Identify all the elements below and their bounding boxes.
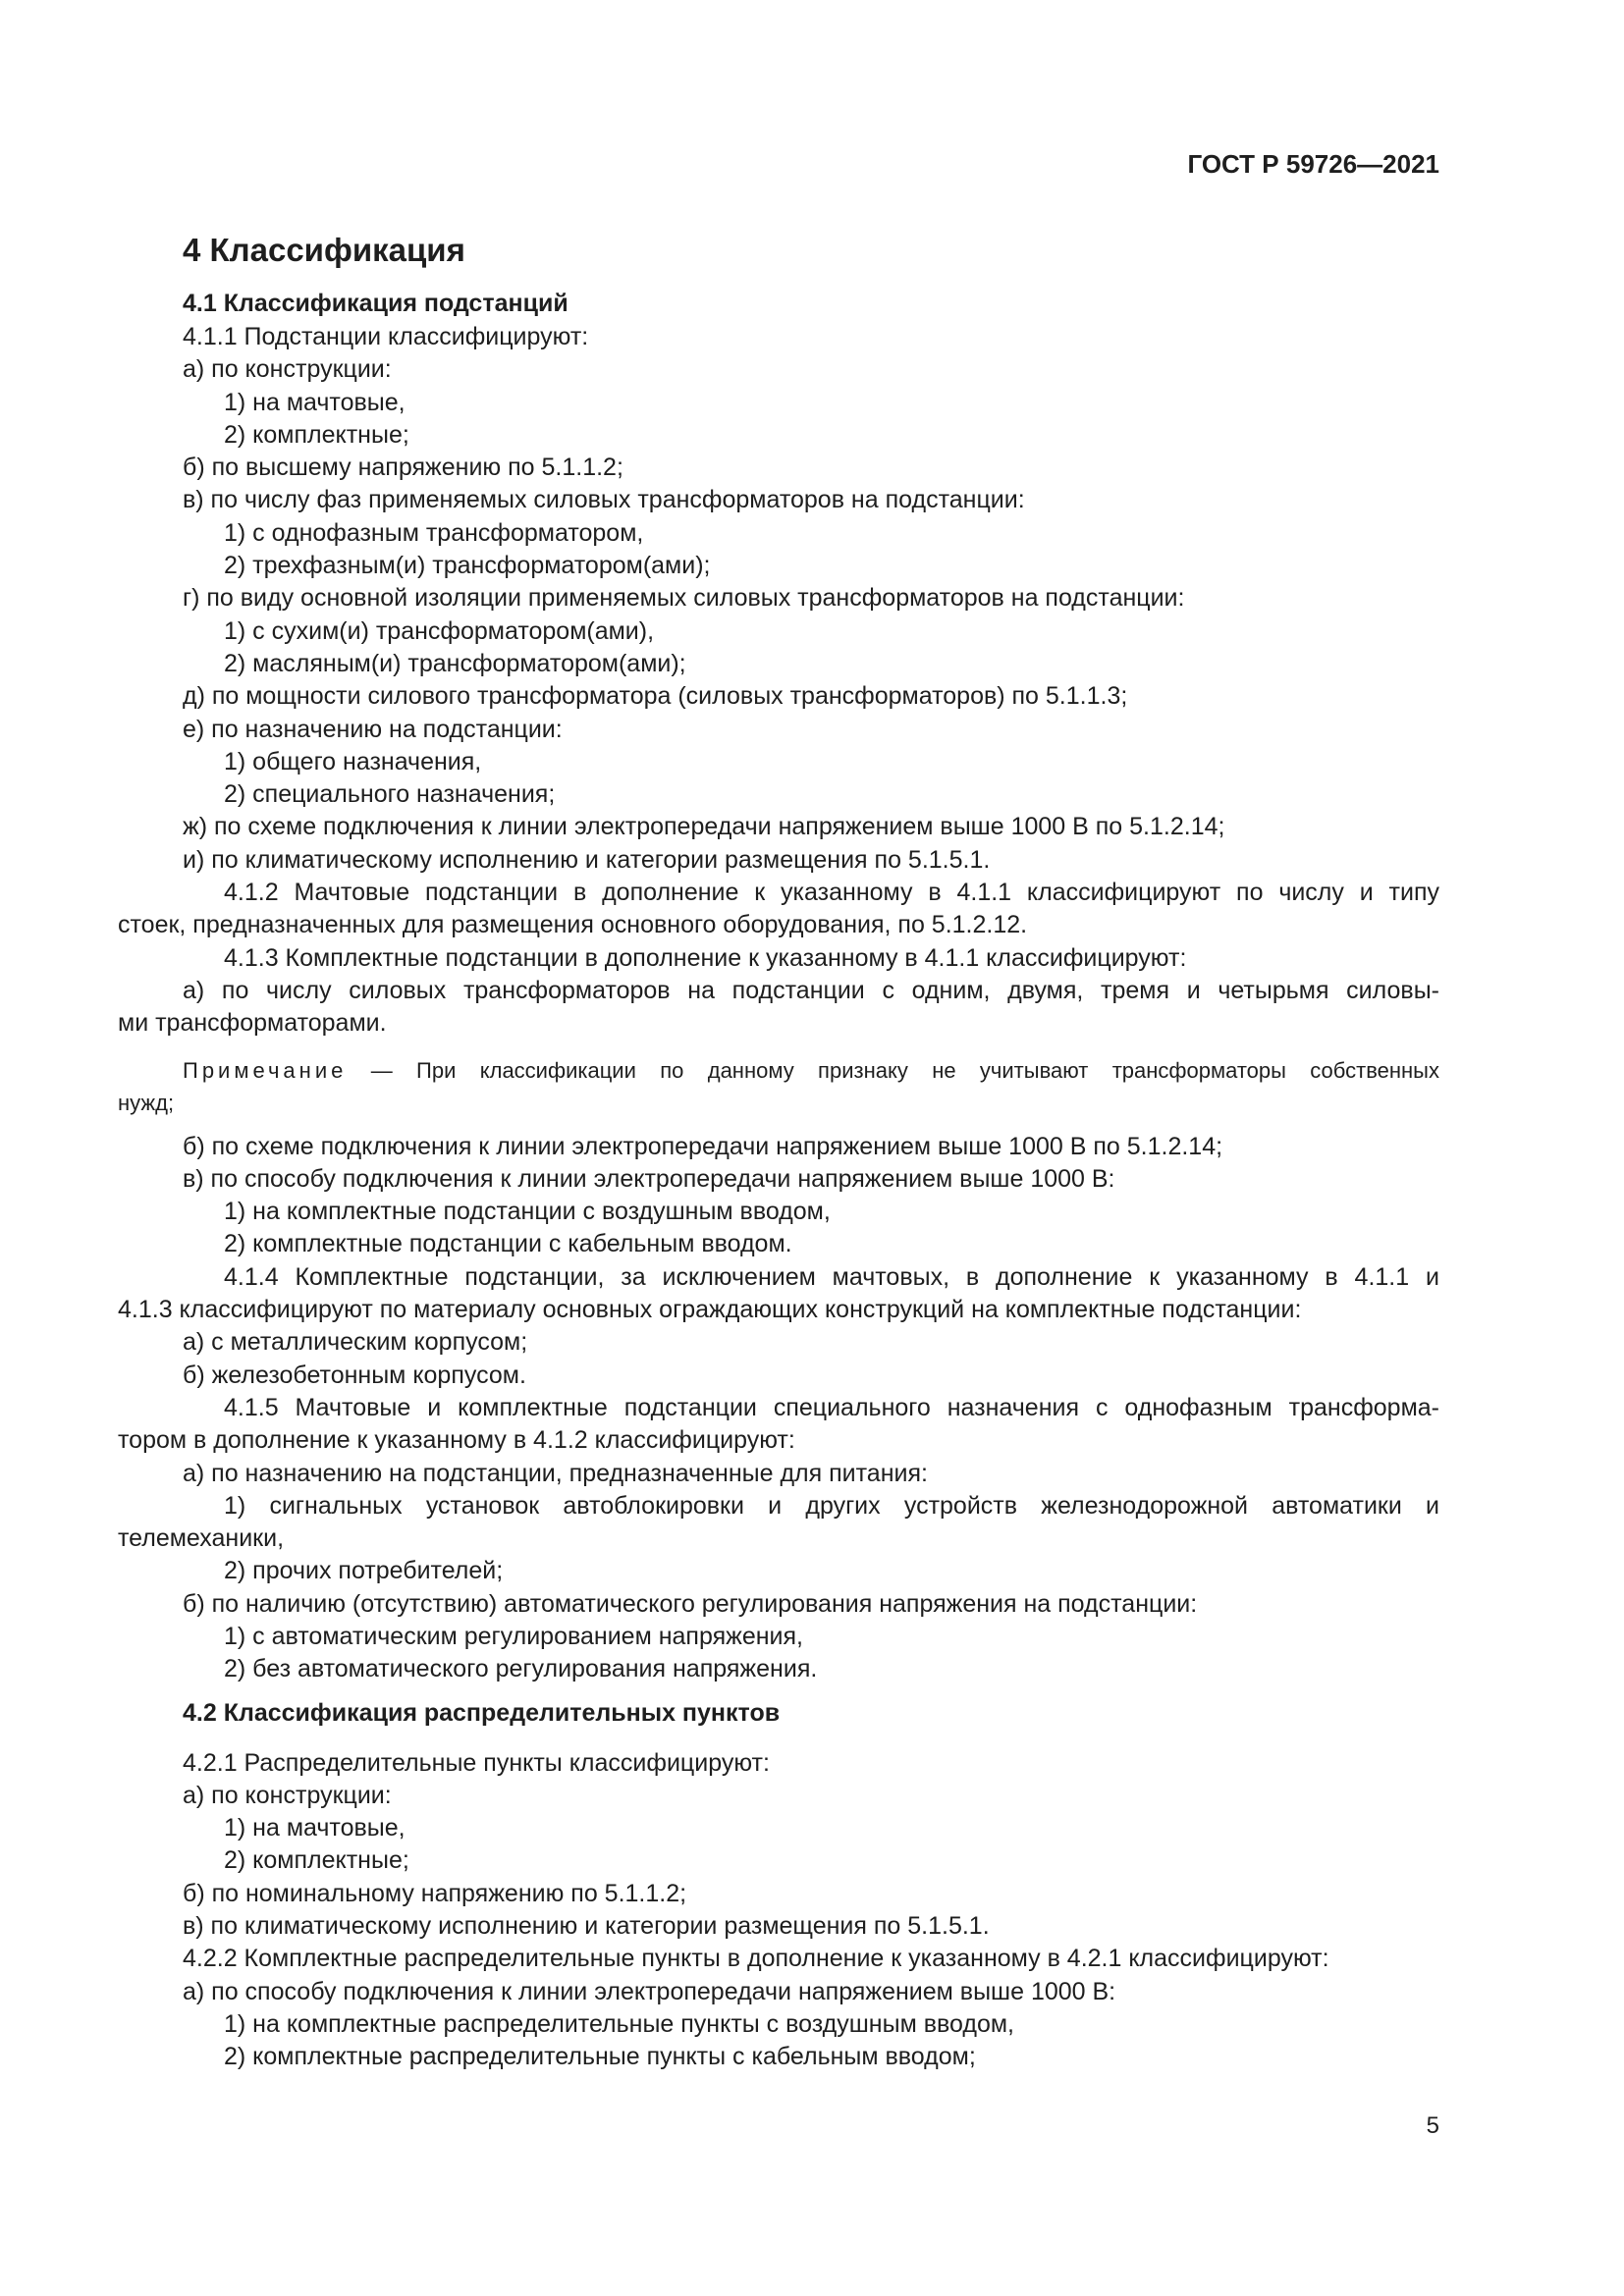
list-item: ж) по схеме подключения к линии электропередачи напряжением выше 1000 В по 5.1.2.14; (183, 813, 1225, 841)
document-code: ГОСТ Р 59726—2021 (1187, 149, 1439, 179)
list-item: а) по числу силовых трансформаторов на подстанции с одним, двумя, тремя и четырьмя силовы- (183, 976, 1439, 1004)
note-text: — При классификации по данному признаку не учитывают трансформаторы собственных (347, 1057, 1439, 1083)
list-item: б) по схеме подключения к линии электропередачи напряжением выше 1000 В по 5.1.2.14; (183, 1132, 1223, 1160)
list-item: в) по способу подключения к линии электропередачи напряжением выше 1000 В: (183, 1164, 1115, 1193)
list-item: 1) на комплектные распределительные пункты с воздушным вводом, (224, 2009, 1014, 2038)
list-item: 2) комплектные; (224, 420, 409, 449)
list-item: а) по назначению на подстанции, предназначенные для питания: (183, 1459, 928, 1487)
subsection-title-4-2: 4.2 Классификация распределительных пунктов (183, 1698, 781, 1727)
list-item: а) с металлическим корпусом; (183, 1328, 528, 1357)
clause-4-1-5: 4.1.5 Мачтовые и комплектные подстанции специального назначения с однофазным трансформа- (224, 1393, 1439, 1421)
text-line: 4.1.3 классифицируют по материалу основных ограждающих конструкций на комплектные подстанции: (118, 1296, 1302, 1324)
list-item: 2) комплектные подстанции с кабельным вводом. (224, 1230, 792, 1258)
list-item: и) по климатическому исполнению и категории размещения по 5.1.5.1. (183, 845, 991, 874)
list-item: 2) масляным(и) трансформатором(ами); (224, 649, 686, 677)
list-item: а) по способу подключения к линии электропередачи напряжением выше 1000 В: (183, 1977, 1116, 2005)
text-line: тором в дополнение к указанному в 4.1.2 классифицируют: (118, 1426, 795, 1455)
list-item: 2) трехфазным(и) трансформатором(ами); (224, 552, 711, 580)
list-item: а) по конструкции: (183, 355, 392, 384)
clause-4-1-4: 4.1.4 Комплектные подстанции, за исключением мачтовых, в дополнение к указанному в 4.1.1 и (224, 1262, 1439, 1291)
list-item: б) железобетонным корпусом. (183, 1361, 526, 1389)
list-item: д) по мощности силового трансформатора (силовых трансформаторов) по 5.1.1.3; (183, 682, 1128, 711)
clause-4-2-2: 4.2.2 Комплектные распределительные пункты в дополнение к указанному в 4.2.1 классифицируют: (183, 1945, 1329, 1973)
list-item: в) по климатическому исполнению и категории размещения по 5.1.5.1. (183, 1912, 990, 1941)
clause-4-1-1: 4.1.1 Подстанции классифицируют: (183, 323, 589, 350)
list-item: 1) с однофазным трансформатором, (224, 518, 644, 547)
clause-4-2-1: 4.2.1 Распределительные пункты классифицируют: (183, 1748, 770, 1777)
list-item: г) по виду основной изоляции применяемых силовых трансформаторов на подстанции: (183, 584, 1185, 613)
text-line: телемеханики, (118, 1524, 285, 1553)
list-item: 1) на комплектные подстанции с воздушным вводом, (224, 1198, 831, 1226)
note (118, 1054, 1439, 1119)
text-line: ми трансформаторами. (118, 1009, 387, 1038)
list-item: 1) сигнальных установок автоблокировки и других устройств железнодорожной автоматики и (224, 1491, 1439, 1520)
note-line-2: нужд; (118, 1090, 175, 1115)
list-item: б) по номинальному напряжению по 5.1.1.2; (183, 1879, 687, 1907)
document-body (118, 222, 1439, 2074)
list-item: е) по назначению на подстанции: (183, 715, 563, 743)
list-item: 1) общего назначения, (224, 747, 482, 775)
list-item: 1) с сухим(и) трансформатором(ами), (224, 616, 655, 645)
list-item: 2) комплектные распределительные пункты с кабельным вводом; (224, 2043, 976, 2071)
list-item: 1) с автоматическим регулированием напряжения, (224, 1622, 803, 1650)
list-item: а) по конструкции: (183, 1781, 392, 1809)
note-line (118, 1054, 1439, 1087)
list-item: в) по числу фаз применяемых силовых трансформаторов на подстанции: (183, 486, 1025, 514)
list-item: 2) специального назначения; (224, 780, 556, 809)
list-item: б) по наличию (отсутствию) автоматического регулирования напряжения на подстанции: (183, 1589, 1198, 1618)
note-label: Примечание (183, 1057, 348, 1083)
page-number: 5 (1426, 2112, 1439, 2139)
list-item: 2) без автоматического регулирования напряжения. (224, 1655, 818, 1683)
list-item: 2) комплектные; (224, 1846, 409, 1875)
text-line: стоек, предназначенных для размещения основного оборудования, по 5.1.2.12. (118, 911, 1028, 939)
list-item: 1) на мачтовые, (224, 1814, 406, 1842)
list-item: 2) прочих потребителей; (224, 1557, 504, 1585)
clause-4-1-2: 4.1.2 Мачтовые подстанции в дополнение к указанному в 4.1.1 классифицируют по числу и типу (224, 879, 1439, 907)
section-title: 4 Классификация (183, 232, 465, 268)
list-item: 1) на мачтовые, (224, 388, 406, 416)
clause-4-1-3: 4.1.3 Комплектные подстанции в дополнение к указанному в 4.1.1 классифицируют: (224, 943, 1187, 972)
subsection-title-4-1: 4.1 Классификация подстанций (183, 290, 568, 317)
list-item: б) по высшему напряжению по 5.1.1.2; (183, 454, 623, 482)
